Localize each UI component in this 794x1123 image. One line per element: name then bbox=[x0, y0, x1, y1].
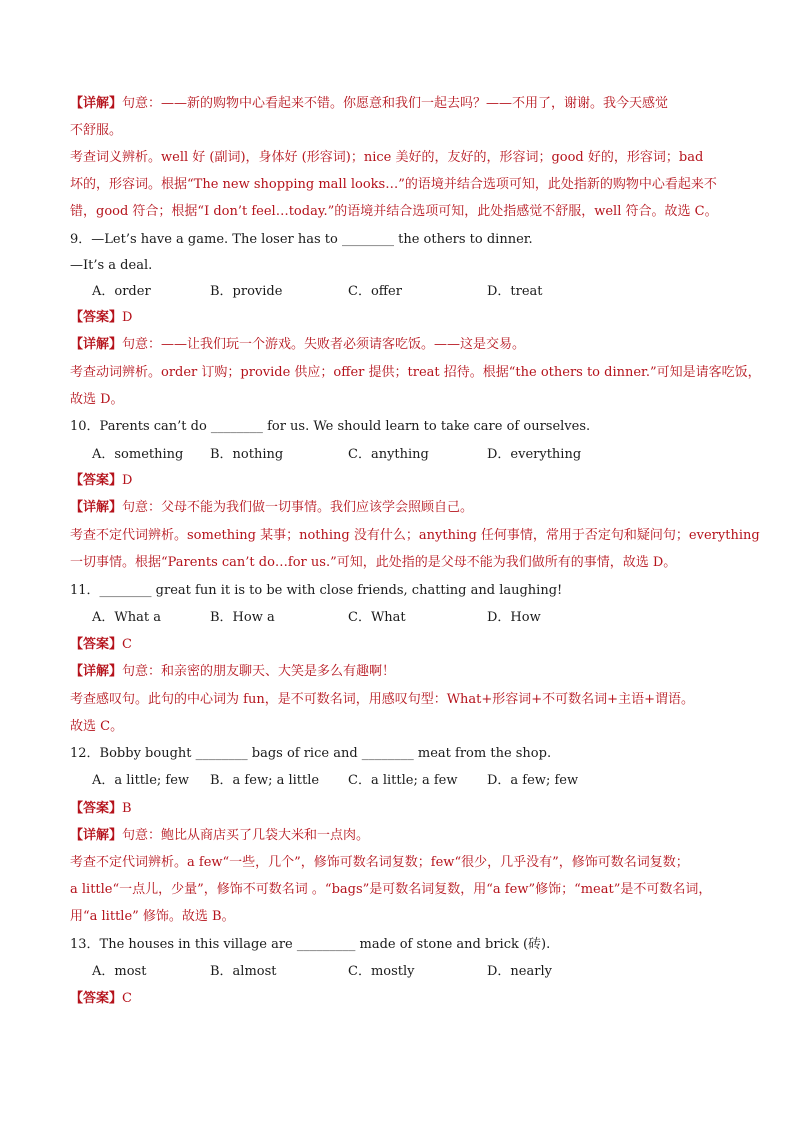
answer-value: D bbox=[122, 473, 133, 488]
line-text: 13．The houses in this village are _________ made of stone and brick (砖). bbox=[70, 937, 551, 952]
explanation-line bbox=[70, 528, 760, 544]
explanation-line bbox=[70, 882, 730, 898]
explanation-line bbox=[70, 150, 730, 166]
line-text: a little“一点儿，少量”，修饰不可数名词 。“bags”是可数名词复数，用“a few”修饰；“meat”是不可数名词， bbox=[70, 882, 712, 897]
line-text: 不舒服。 bbox=[70, 123, 123, 138]
option-c: C．What bbox=[348, 610, 406, 625]
explanation-line bbox=[70, 177, 730, 193]
detail-tag: 【详解】 bbox=[70, 96, 123, 111]
line-text: 句意：父母不能为我们做一切事情。我们应该学会照顾自己。 bbox=[122, 500, 474, 515]
answer-value: D bbox=[122, 310, 133, 325]
explanation-line bbox=[70, 337, 730, 353]
detail-tag: 【详解】 bbox=[70, 664, 123, 679]
detail-tag: 【详解】 bbox=[70, 828, 123, 843]
answer-line bbox=[70, 991, 730, 1007]
explanation-line bbox=[70, 123, 730, 139]
option-d: D．nearly bbox=[487, 964, 552, 979]
question-line bbox=[70, 746, 730, 762]
explanation-line bbox=[70, 392, 730, 408]
line-text: 考查不定代词辨析。something 某事；nothing 没有什么；anything 任何事情，常用于否定句和疑问句；everything bbox=[70, 528, 760, 543]
answer-line bbox=[70, 473, 730, 489]
explanation-line bbox=[70, 204, 730, 220]
line-text: 考查动词辨析。order 订购；provide 供应；offer 提供；treat 招待。根据“the others to dinner.”可知是请客吃饭， bbox=[70, 365, 761, 380]
option-b: B．How a bbox=[210, 610, 275, 625]
line-text: 12．Bobby bought ________ bags of rice and ________ meat from the shop. bbox=[70, 746, 552, 761]
answer-line bbox=[70, 310, 730, 326]
answer-tag: 【答案】 bbox=[70, 801, 123, 816]
option-b: B．nothing bbox=[210, 447, 284, 462]
explanation-line bbox=[70, 692, 730, 708]
option-a: A．What a bbox=[92, 610, 161, 625]
option-c: C．offer bbox=[348, 284, 402, 299]
answer-tag: 【答案】 bbox=[70, 637, 123, 652]
question-line bbox=[70, 232, 730, 248]
option-a: A．a little; few bbox=[92, 773, 190, 788]
explanation-line bbox=[70, 855, 730, 871]
answer-value: C bbox=[122, 991, 132, 1006]
question-line bbox=[70, 937, 730, 953]
option-d: D．How bbox=[487, 610, 541, 625]
option-b: B．a few; a little bbox=[210, 773, 320, 788]
detail-tag: 【详解】 bbox=[70, 337, 123, 352]
line-text: 11．________ great fun it is to be with close friends, chatting and laughing! bbox=[70, 583, 563, 598]
explanation-line bbox=[70, 365, 761, 381]
line-text: —It’s a deal. bbox=[70, 258, 153, 273]
explanation-line bbox=[70, 500, 730, 516]
option-a: A．something bbox=[92, 447, 184, 462]
line-text: 句意：鲍比从商店买了几袋大米和一点肉。 bbox=[122, 828, 370, 843]
option-d: D．treat bbox=[487, 284, 543, 299]
line-text: 考查词义辨析。well 好 (副词)，身体好 (形容词)；nice 美好的，友好的，形容词；good 好的，形容词；bad bbox=[70, 150, 704, 165]
detail-tag: 【详解】 bbox=[70, 500, 123, 515]
option-c: C．mostly bbox=[348, 964, 415, 979]
option-a: A．most bbox=[92, 964, 147, 979]
line-text: 9．—Let’s have a game. The loser has to ________ the others to dinner. bbox=[70, 232, 533, 247]
line-text: 句意：——新的购物中心看起来不错。你愿意和我们一起去吗？——不用了，谢谢。我今天感觉 bbox=[122, 96, 669, 111]
question-line bbox=[70, 583, 730, 599]
explanation-line bbox=[70, 664, 730, 680]
line-text: 错，good 符合；根据“I don’t feel…today.”的语境并结合选项可知，此处指感觉不舒服，well 符合。故选 C。 bbox=[70, 204, 718, 219]
answer-tag: 【答案】 bbox=[70, 310, 123, 325]
line-text: 一切事情。根据“Parents can’t do…for us.”可知，此处指的是父母不能为我们做所有的事情，故选 D。 bbox=[70, 555, 677, 570]
option-d: D．a few; few bbox=[487, 773, 579, 788]
option-c: C．anything bbox=[348, 447, 429, 462]
option-b: B．provide bbox=[210, 284, 283, 299]
line-text: 句意：——让我们玩一个游戏。失败者必须请客吃饭。——这是交易。 bbox=[122, 337, 526, 352]
answer-tag: 【答案】 bbox=[70, 991, 123, 1006]
explanation-line bbox=[70, 96, 730, 112]
answer-value: C bbox=[122, 637, 132, 652]
line-text: 坏的，形容词。根据“The new shopping mall looks…”的语境并结合选项可知，此处指新的购物中心看起来不 bbox=[70, 177, 717, 192]
answer-tag: 【答案】 bbox=[70, 473, 123, 488]
option-a: A．order bbox=[92, 284, 151, 299]
line-text: 10．Parents can’t do ________ for us. We should learn to take care of ourselves. bbox=[70, 419, 591, 434]
line-text: 句意：和亲密的朋友聊天、大笑是多么有趣啊！ bbox=[122, 664, 396, 679]
explanation-line bbox=[70, 555, 730, 571]
explanation-line bbox=[70, 909, 730, 925]
line-text: 故选 C。 bbox=[70, 719, 124, 734]
question-line bbox=[70, 419, 730, 435]
line-text: 考查感叹句。此句的中心词为 fun，是不可数名词，用感叹句型：What+形容词+不可数名词+主语+谓语。 bbox=[70, 692, 694, 707]
option-b: B．almost bbox=[210, 964, 277, 979]
question-line bbox=[70, 258, 730, 274]
answer-value: B bbox=[122, 801, 132, 816]
line-text: 考查不定代词辨析。a few“一些，几个”，修饰可数名词复数；few“很少，几乎没有”，修饰可数名词复数； bbox=[70, 855, 689, 870]
explanation-line bbox=[70, 719, 730, 735]
option-d: D．everything bbox=[487, 447, 582, 462]
explanation-line bbox=[70, 828, 730, 844]
line-text: 用“a little” 修饰。故选 B。 bbox=[70, 909, 235, 924]
line-text: 故选 D。 bbox=[70, 392, 124, 407]
answer-line bbox=[70, 637, 730, 653]
answer-line bbox=[70, 801, 730, 817]
option-c: C．a little; a few bbox=[348, 773, 458, 788]
